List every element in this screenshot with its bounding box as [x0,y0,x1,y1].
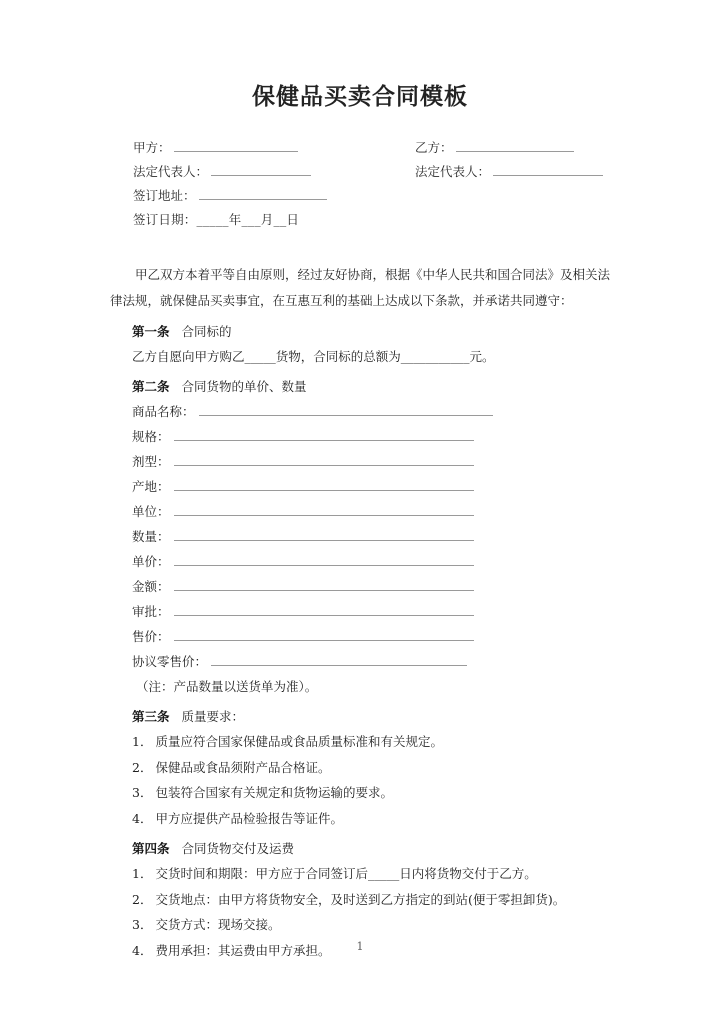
field-label-product-name: 商品名称： [132,404,195,419]
field-label-dosage-form: 剂型： [132,454,170,469]
sign-date-field[interactable]: 签订日期：_____年___月__日 [133,212,300,227]
clause-1-text-post: 元。 [469,349,495,364]
field-label-unit-price: 单价： [132,554,170,569]
clause-4-item [110,887,610,913]
clause-4-item-number: 4． [132,942,153,958]
clause-4-item-number: 3． [132,917,153,932]
clause-3-item [110,755,610,781]
clause-4-item [110,912,610,938]
field-label-spec: 规格： [132,429,170,444]
field-blank-dosage-form[interactable] [174,454,474,466]
party-b-label: 乙方： [415,140,453,155]
clause-2-heading [110,374,610,399]
field-row-dosage-form [110,449,610,474]
clause-1-blank-amount[interactable]: ___________ [400,349,470,364]
clause-3-item-number: 4． [132,810,153,826]
legal-rep-b-blank[interactable] [493,163,603,176]
clause-1-number: 第一条 [132,324,170,339]
field-blank-agreed-retail-price[interactable] [211,654,467,666]
page-number: 1 [356,940,364,953]
field-label-unit: 单位： [132,504,170,519]
field-row-approval [110,599,610,624]
clause-3-item-number: 2． [132,759,153,775]
clause-3-title: 质量要求： [181,709,245,724]
clause-4-item-text: 交货方式：现场交接。 [155,917,281,932]
party-a-field [133,138,298,156]
clause-1-text-pre: 乙方自愿向甲方购乙 [132,349,245,364]
legal-rep-b-label: 法定代表人： [415,164,491,179]
clause-3-item-number: 1． [132,734,153,749]
clause-1-blank-quantity[interactable]: _____ [244,349,276,364]
clause-3-item-text: 质量应符合国家保健品或食品质量标准和有关规定。 [155,734,443,749]
clause-2-note: （注：产品数量以送货单为准）。 [136,679,318,694]
clause-1-line [110,344,610,369]
clause-3-heading [110,704,610,729]
clause-4-item-text-pre: 交货时间和期限：甲方应于合同签订后 [155,866,368,881]
clause-3-item-text: 保健品或食品须附产品合格证。 [155,759,331,775]
field-row-unit [110,499,610,524]
clause-2-number: 第二条 [132,379,170,394]
preamble-paragraph: 甲乙双方本着平等自由原则，经过友好协商，根据《中华人民共和国合同法》及相关法律法规，就保健品买卖事宜，在互惠互利的基础上达成以下条款，并承诺共同遵守： [110,267,611,308]
clause-4-number: 第四条 [132,841,170,856]
field-blank-approval[interactable] [174,604,474,616]
field-label-agreed-retail-price: 协议零售价： [132,654,208,669]
clause-3-number: 第三条 [132,709,170,724]
clause-3-item [110,806,610,832]
sign-address-field [133,186,327,204]
clause-2-title: 合同货物的单价、数量 [181,379,307,394]
field-row-quantity [110,524,610,549]
contract-body [110,262,610,963]
sign-address-blank[interactable] [199,187,327,200]
party-row [133,162,593,186]
clause-1-text-mid: 货物，合同标的总额为 [275,349,401,364]
field-row-spec [110,424,610,449]
legal-rep-a-label: 法定代表人： [133,164,209,179]
field-label-amount: 金额： [132,579,170,594]
field-blank-quantity[interactable] [174,529,474,541]
clause-4-item-number: 2． [132,891,153,907]
field-label-approval: 审批： [132,604,170,619]
clause-4-blank-days[interactable]: _____ [367,866,400,881]
legal-rep-a-blank[interactable] [211,163,311,176]
field-row-amount [110,574,610,599]
parties-block [133,138,593,234]
page-title: 保健品买卖合同模板 [252,84,468,110]
field-blank-product-name[interactable] [199,404,493,416]
clause-4-title: 合同货物交付及运费 [181,841,295,856]
clause-4-item-text-post: 日内将货物交付于乙方。 [399,866,537,881]
field-row-origin [110,474,610,499]
field-row-product-name [110,399,610,424]
legal-rep-b-field [415,162,603,180]
field-row-selling-price [110,624,610,649]
field-label-origin: 产地： [132,479,170,494]
field-blank-selling-price[interactable] [174,629,474,641]
party-row [133,210,593,234]
party-a-blank[interactable] [174,139,298,152]
clause-4-item-text: 交货地点：由甲方将货物安全，及时送到乙方指定的到站(便于零担卸货)。 [155,891,566,907]
party-a-label: 甲方： [133,140,171,155]
party-b-blank[interactable] [456,139,574,152]
clause-4-item-number: 1． [132,866,153,881]
party-row [133,138,593,162]
legal-rep-a-field [133,162,311,180]
clause-3-item-text: 甲方应提供产品检验报告等证件。 [155,810,343,826]
party-row [133,186,593,210]
field-blank-spec[interactable] [174,429,474,441]
clause-1-heading [110,319,610,344]
party-b-field [415,138,574,156]
field-blank-origin[interactable] [174,479,474,491]
field-blank-unit[interactable] [174,504,474,516]
field-row-unit-price [110,549,610,574]
clause-4-item-text: 费用承担：其运费由甲方承担。 [155,942,331,958]
sign-address-label: 签订地址： [133,188,196,203]
clause-4-item [110,861,610,887]
field-label-quantity: 数量： [132,529,170,544]
clause-1-title: 合同标的 [181,324,232,339]
field-blank-unit-price[interactable] [174,554,474,566]
clause-3-item-text: 包装符合国家有关规定和货物运输的要求。 [155,785,393,800]
clause-3-item [110,729,610,755]
field-label-selling-price: 售价： [132,629,170,644]
field-blank-amount[interactable] [174,579,474,591]
field-row-agreed-retail-price [110,649,610,674]
clause-3-item [110,780,610,806]
clause-3-item-number: 3． [132,785,153,800]
clause-4-heading [110,836,610,861]
